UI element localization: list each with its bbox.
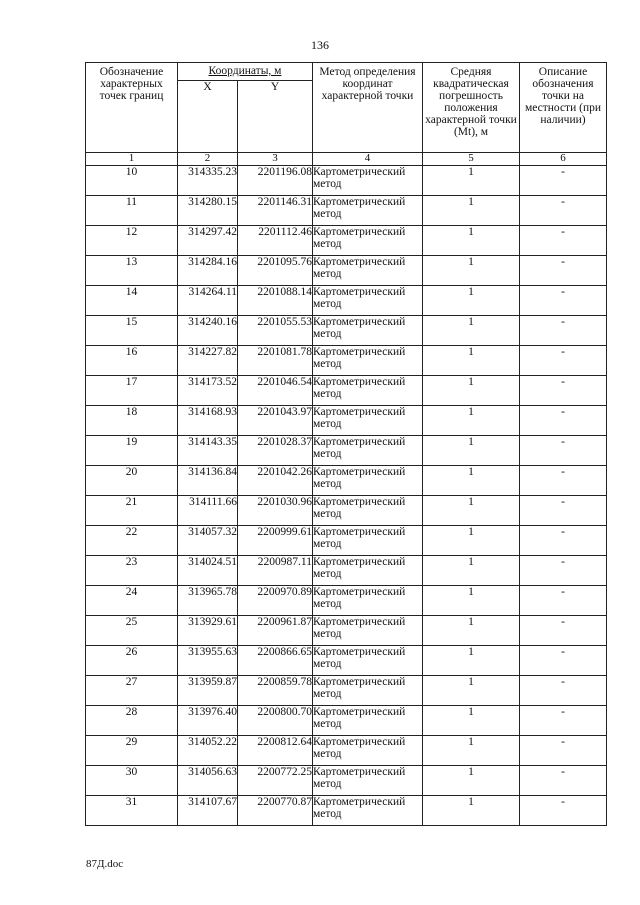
x-cell: 314284.16 <box>178 256 238 286</box>
accuracy-cell: 1 <box>423 166 520 196</box>
y-cell: 2200812.64 <box>238 736 313 766</box>
y-cell: 2201042.26 <box>238 466 313 496</box>
method-cell: Картометрический метод <box>313 436 423 466</box>
method-cell: Картометрический метод <box>313 346 423 376</box>
accuracy-cell: 1 <box>423 406 520 436</box>
table-row <box>86 196 607 226</box>
table-row <box>86 736 607 766</box>
x-cell: 314297.42 <box>178 226 238 256</box>
method-cell: Картометрический метод <box>313 706 423 736</box>
table-row <box>86 706 607 736</box>
description-cell: - <box>520 466 607 496</box>
point-cell: 14 <box>86 286 178 316</box>
table-row <box>86 166 607 196</box>
header-method: Метод определения координат характерной точки <box>313 63 423 153</box>
column-number: 5 <box>423 153 520 166</box>
y-cell: 2201095.76 <box>238 256 313 286</box>
method-cell: Картометрический метод <box>313 286 423 316</box>
description-cell: - <box>520 766 607 796</box>
header-point: Обозначение характерных точек границ <box>86 63 178 153</box>
x-cell: 313976.40 <box>178 706 238 736</box>
y-cell: 2200970.89 <box>238 586 313 616</box>
method-cell: Картометрический метод <box>313 316 423 346</box>
y-cell: 2201046.54 <box>238 376 313 406</box>
description-cell: - <box>520 616 607 646</box>
point-cell: 15 <box>86 316 178 346</box>
table-row <box>86 676 607 706</box>
x-cell: 314056.63 <box>178 766 238 796</box>
column-number: 4 <box>313 153 423 166</box>
x-cell: 314052.22 <box>178 736 238 766</box>
accuracy-cell: 1 <box>423 496 520 526</box>
point-cell: 28 <box>86 706 178 736</box>
table-body <box>86 166 607 826</box>
header-accuracy: Средняя квадратическая погрешность положения характерной точки (Mt), м <box>423 63 520 153</box>
y-cell: 2200999.61 <box>238 526 313 556</box>
table-row <box>86 256 607 286</box>
y-cell: 2200866.65 <box>238 646 313 676</box>
accuracy-cell: 1 <box>423 196 520 226</box>
accuracy-cell: 1 <box>423 436 520 466</box>
description-cell: - <box>520 736 607 766</box>
x-cell: 314143.35 <box>178 436 238 466</box>
description-cell: - <box>520 796 607 826</box>
description-cell: - <box>520 286 607 316</box>
point-cell: 30 <box>86 766 178 796</box>
accuracy-cell: 1 <box>423 796 520 826</box>
x-cell: 313955.63 <box>178 646 238 676</box>
method-cell: Картометрический метод <box>313 466 423 496</box>
table-row <box>86 526 607 556</box>
column-number: 1 <box>86 153 178 166</box>
header-coords: Координаты, м <box>178 63 313 81</box>
y-cell: 2201146.31 <box>238 196 313 226</box>
table-row <box>86 436 607 466</box>
y-cell: 2201030.96 <box>238 496 313 526</box>
x-cell: 314057.32 <box>178 526 238 556</box>
method-cell: Картометрический метод <box>313 616 423 646</box>
point-cell: 11 <box>86 196 178 226</box>
point-cell: 25 <box>86 616 178 646</box>
y-cell: 2200800.70 <box>238 706 313 736</box>
table-row <box>86 346 607 376</box>
x-cell: 313929.61 <box>178 616 238 646</box>
table-row <box>86 406 607 436</box>
table-row <box>86 556 607 586</box>
accuracy-cell: 1 <box>423 346 520 376</box>
point-cell: 24 <box>86 586 178 616</box>
description-cell: - <box>520 676 607 706</box>
x-cell: 313965.78 <box>178 586 238 616</box>
method-cell: Картометрический метод <box>313 646 423 676</box>
description-cell: - <box>520 196 607 226</box>
accuracy-cell: 1 <box>423 646 520 676</box>
y-cell: 2201112.46 <box>238 226 313 256</box>
accuracy-cell: 1 <box>423 256 520 286</box>
description-cell: - <box>520 226 607 256</box>
method-cell: Картометрический метод <box>313 676 423 706</box>
column-number-row <box>86 153 607 166</box>
description-cell: - <box>520 346 607 376</box>
point-cell: 27 <box>86 676 178 706</box>
description-cell: - <box>520 256 607 286</box>
table-row <box>86 286 607 316</box>
y-cell: 2201088.14 <box>238 286 313 316</box>
point-cell: 10 <box>86 166 178 196</box>
point-cell: 13 <box>86 256 178 286</box>
table-row <box>86 316 607 346</box>
accuracy-cell: 1 <box>423 376 520 406</box>
accuracy-cell: 1 <box>423 466 520 496</box>
y-cell: 2200987.11 <box>238 556 313 586</box>
footer-filename: 87Д.doc <box>86 858 124 870</box>
x-cell: 314227.82 <box>178 346 238 376</box>
description-cell: - <box>520 646 607 676</box>
point-cell: 31 <box>86 796 178 826</box>
x-cell: 314168.93 <box>178 406 238 436</box>
y-cell: 2201196.08 <box>238 166 313 196</box>
column-number: 6 <box>520 153 607 166</box>
column-number: 2 <box>178 153 238 166</box>
point-cell: 20 <box>86 466 178 496</box>
x-cell: 314240.16 <box>178 316 238 346</box>
description-cell: - <box>520 316 607 346</box>
point-cell: 21 <box>86 496 178 526</box>
point-cell: 23 <box>86 556 178 586</box>
page-number: 136 <box>311 38 329 52</box>
y-cell: 2201028.37 <box>238 436 313 466</box>
description-cell: - <box>520 586 607 616</box>
y-cell: 2200961.87 <box>238 616 313 646</box>
method-cell: Картометрический метод <box>313 196 423 226</box>
accuracy-cell: 1 <box>423 556 520 586</box>
description-cell: - <box>520 406 607 436</box>
y-cell: 2201043.97 <box>238 406 313 436</box>
header-row <box>86 63 607 81</box>
table-row <box>86 646 607 676</box>
method-cell: Картометрический метод <box>313 376 423 406</box>
method-cell: Картометрический метод <box>313 796 423 826</box>
y-cell: 2201081.78 <box>238 346 313 376</box>
y-cell: 2200859.78 <box>238 676 313 706</box>
point-cell: 22 <box>86 526 178 556</box>
method-cell: Картометрический метод <box>313 736 423 766</box>
point-cell: 29 <box>86 736 178 766</box>
table-row <box>86 376 607 406</box>
header-y: Y <box>238 80 313 152</box>
accuracy-cell: 1 <box>423 676 520 706</box>
table-row <box>86 616 607 646</box>
x-cell: 314264.11 <box>178 286 238 316</box>
x-cell: 314136.84 <box>178 466 238 496</box>
accuracy-cell: 1 <box>423 586 520 616</box>
method-cell: Картометрический метод <box>313 166 423 196</box>
header-x: X <box>178 80 238 152</box>
description-cell: - <box>520 556 607 586</box>
y-cell: 2201055.53 <box>238 316 313 346</box>
accuracy-cell: 1 <box>423 736 520 766</box>
x-cell: 314280.15 <box>178 196 238 226</box>
accuracy-cell: 1 <box>423 286 520 316</box>
description-cell: - <box>520 436 607 466</box>
method-cell: Картометрический метод <box>313 226 423 256</box>
accuracy-cell: 1 <box>423 706 520 736</box>
table-row <box>86 496 607 526</box>
x-cell: 314024.51 <box>178 556 238 586</box>
x-cell: 314335.23 <box>178 166 238 196</box>
table-row <box>86 226 607 256</box>
description-cell: - <box>520 706 607 736</box>
description-cell: - <box>520 166 607 196</box>
point-cell: 16 <box>86 346 178 376</box>
x-cell: 314107.67 <box>178 796 238 826</box>
point-cell: 18 <box>86 406 178 436</box>
boundary-points-table <box>85 62 607 826</box>
table-row <box>86 466 607 496</box>
header-description: Описание обозначения точки на местности (при наличии) <box>520 63 607 153</box>
method-cell: Картометрический метод <box>313 586 423 616</box>
method-cell: Картометрический метод <box>313 496 423 526</box>
column-number: 3 <box>238 153 313 166</box>
point-cell: 19 <box>86 436 178 466</box>
description-cell: - <box>520 526 607 556</box>
method-cell: Картометрический метод <box>313 556 423 586</box>
description-cell: - <box>520 496 607 526</box>
table-row <box>86 586 607 616</box>
x-cell: 314111.66 <box>178 496 238 526</box>
method-cell: Картометрический метод <box>313 406 423 436</box>
x-cell: 314173.52 <box>178 376 238 406</box>
accuracy-cell: 1 <box>423 526 520 556</box>
accuracy-cell: 1 <box>423 316 520 346</box>
method-cell: Картометрический метод <box>313 526 423 556</box>
point-cell: 26 <box>86 646 178 676</box>
accuracy-cell: 1 <box>423 226 520 256</box>
method-cell: Картометрический метод <box>313 766 423 796</box>
y-cell: 2200772.25 <box>238 766 313 796</box>
method-cell: Картометрический метод <box>313 256 423 286</box>
point-cell: 17 <box>86 376 178 406</box>
table-row <box>86 796 607 826</box>
accuracy-cell: 1 <box>423 766 520 796</box>
description-cell: - <box>520 376 607 406</box>
point-cell: 12 <box>86 226 178 256</box>
y-cell: 2200770.87 <box>238 796 313 826</box>
table-row <box>86 766 607 796</box>
accuracy-cell: 1 <box>423 616 520 646</box>
x-cell: 313959.87 <box>178 676 238 706</box>
